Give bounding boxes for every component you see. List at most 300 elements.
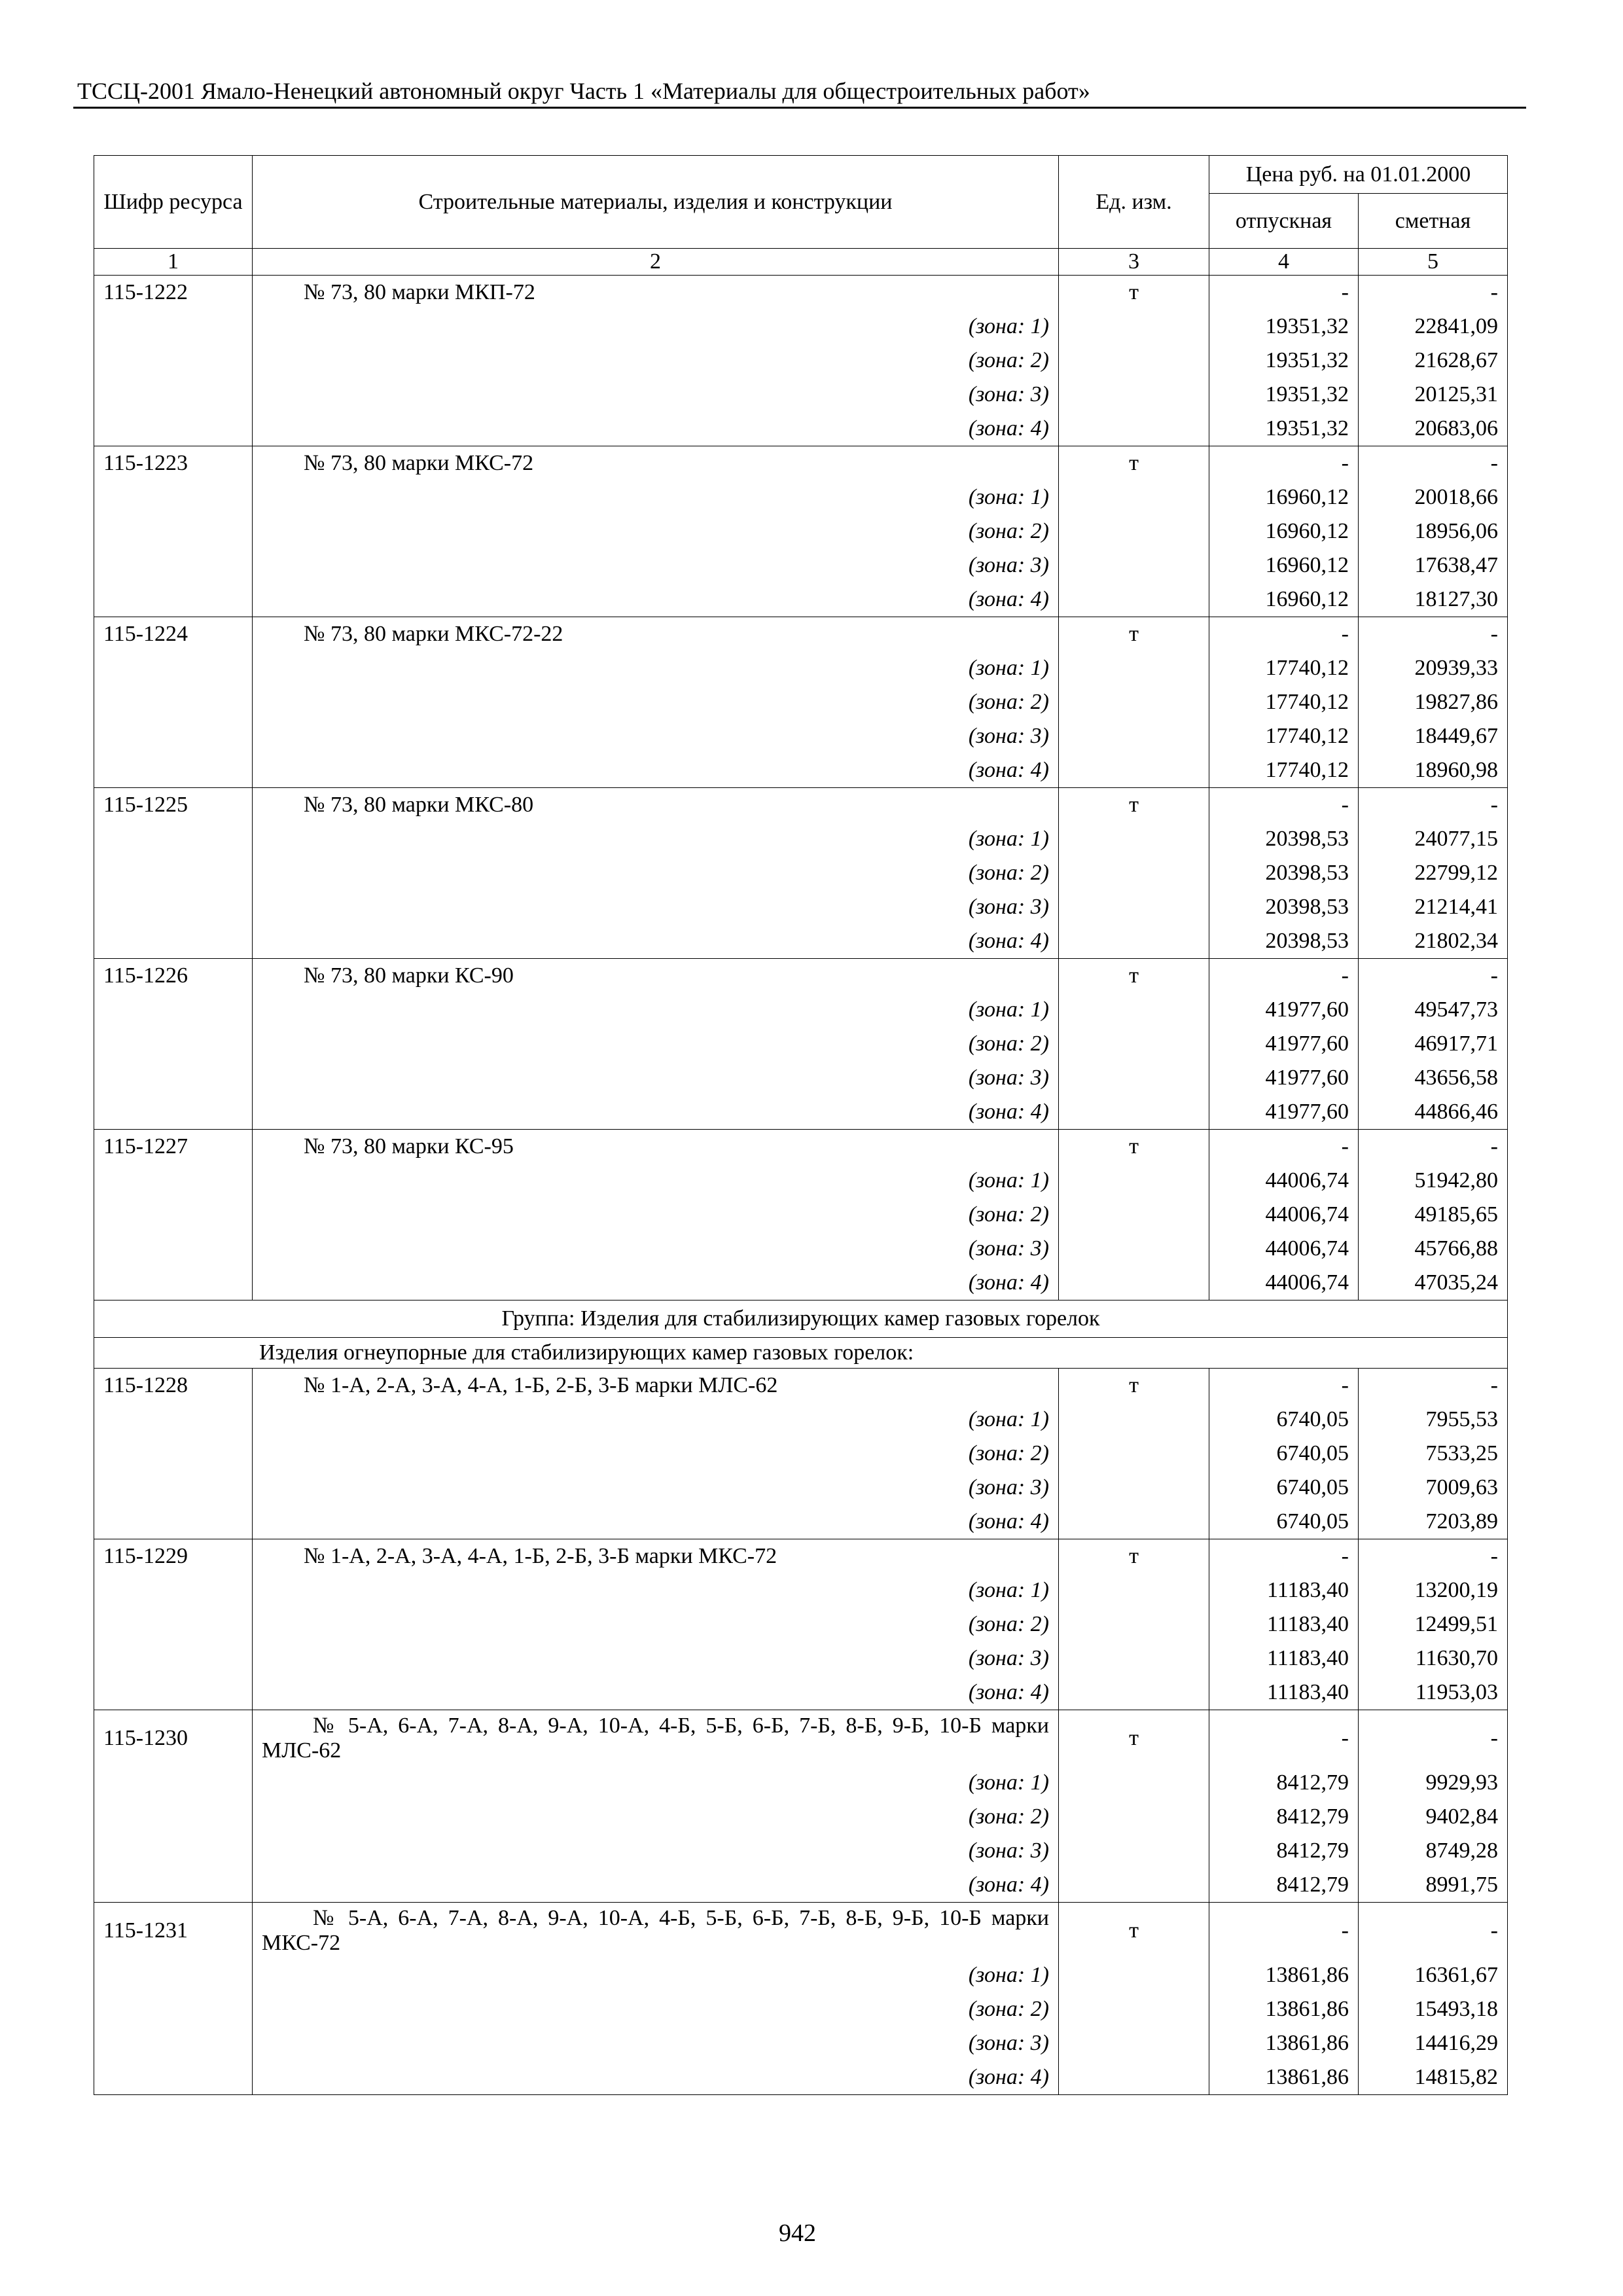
zone-row: [94, 2026, 1508, 2060]
release-price: 20398,53: [1209, 822, 1359, 856]
header-unit: Ед. изм.: [1059, 156, 1209, 249]
resource-code: 115-1226: [94, 959, 253, 994]
zone-label: (зона: 2): [253, 1198, 1059, 1232]
resource-code-empty: [94, 1403, 253, 1437]
estimate-price: 17638,47: [1359, 548, 1508, 583]
estimate-price: 20683,06: [1359, 412, 1508, 446]
table-row: [94, 1903, 1508, 1959]
unit-cell: т: [1059, 1369, 1209, 1403]
zone-label: (зона: 2): [253, 1607, 1059, 1641]
page-number: 942: [779, 2219, 816, 2247]
unit-empty: [1059, 1505, 1209, 1539]
zone-row: [94, 1471, 1508, 1505]
estimate-price: 20018,66: [1359, 480, 1508, 514]
resource-code-empty: [94, 2060, 253, 2095]
unit-empty: [1059, 412, 1209, 446]
resource-code: 115-1222: [94, 276, 253, 310]
unit-cell: т: [1059, 1130, 1209, 1164]
zone-label: (зона: 3): [253, 1232, 1059, 1266]
estimate-price: 18956,06: [1359, 514, 1508, 548]
zone-row: [94, 1198, 1508, 1232]
group-heading-row: [94, 1300, 1508, 1338]
release-price: 20398,53: [1209, 924, 1359, 959]
header-release-price: отпускная: [1209, 194, 1359, 249]
resource-code-empty: [94, 514, 253, 548]
resource-code: 115-1225: [94, 788, 253, 823]
material-name: № 73, 80 марки МКС-80: [253, 788, 1059, 823]
estimate-price: 49185,65: [1359, 1198, 1508, 1232]
zone-row: [94, 1958, 1508, 1992]
unit-empty: [1059, 310, 1209, 344]
estimate-price: 16361,67: [1359, 1958, 1508, 1992]
release-price: 41977,60: [1209, 993, 1359, 1027]
resource-code-empty: [94, 1437, 253, 1471]
release-price: -: [1209, 1130, 1359, 1164]
zone-label: (зона: 4): [253, 412, 1059, 446]
zone-label: (зона: 1): [253, 1958, 1059, 1992]
resource-code-empty: [94, 1471, 253, 1505]
page-header: ТССЦ-2001 Ямало-Ненецкий автономный округ Часть 1 «Материалы для общестроительных работ»: [77, 78, 1090, 104]
resource-code-empty: [94, 1800, 253, 1834]
zone-row: [94, 651, 1508, 685]
unit-empty: [1059, 1061, 1209, 1095]
release-price: 41977,60: [1209, 1027, 1359, 1061]
unit-empty: [1059, 1198, 1209, 1232]
resource-code: 115-1230: [94, 1710, 253, 1767]
zone-row: [94, 993, 1508, 1027]
release-price: 16960,12: [1209, 548, 1359, 583]
release-price: 19351,32: [1209, 378, 1359, 412]
estimate-price: 46917,71: [1359, 1027, 1508, 1061]
unit-cell: т: [1059, 1539, 1209, 1574]
release-price: 11183,40: [1209, 1607, 1359, 1641]
estimate-price: 18449,67: [1359, 719, 1508, 753]
zone-label: (зона: 4): [253, 2060, 1059, 2095]
estimate-price: 18960,98: [1359, 753, 1508, 788]
unit-cell: т: [1059, 1710, 1209, 1767]
release-price: 6740,05: [1209, 1437, 1359, 1471]
estimate-price: 9402,84: [1359, 1800, 1508, 1834]
estimate-price: 19827,86: [1359, 685, 1508, 719]
unit-empty: [1059, 378, 1209, 412]
material-name: № 1-А, 2-А, 3-А, 4-А, 1-Б, 2-Б, 3-Б марки МКС-72: [253, 1539, 1059, 1574]
unit-empty: [1059, 1164, 1209, 1198]
material-name: № 5-А, 6-А, 7-А, 8-А, 9-А, 10-А, 4-Б, 5-Б, 6-Б, 7-Б, 8-Б, 9-Б, 10-Б марки МКС-72: [253, 1903, 1059, 1959]
release-price: 8412,79: [1209, 1800, 1359, 1834]
zone-row: [94, 1266, 1508, 1300]
estimate-price: -: [1359, 959, 1508, 994]
release-price: -: [1209, 1369, 1359, 1403]
unit-empty: [1059, 480, 1209, 514]
unit-cell: т: [1059, 276, 1209, 310]
table-row: [94, 1130, 1508, 1164]
unit-empty: [1059, 753, 1209, 788]
zone-row: [94, 1403, 1508, 1437]
zone-row: [94, 1834, 1508, 1868]
table-row: [94, 276, 1508, 310]
unit-empty: [1059, 583, 1209, 617]
resource-code-empty: [94, 1958, 253, 1992]
column-number: 3: [1059, 249, 1209, 276]
table-row: [94, 1369, 1508, 1403]
group-heading: Группа: Изделия для стабилизирующих камер газовых горелок: [94, 1300, 1508, 1338]
release-price: 11183,40: [1209, 1676, 1359, 1710]
zone-label: (зона: 3): [253, 378, 1059, 412]
resource-code-empty: [94, 1164, 253, 1198]
zone-row: [94, 1766, 1508, 1800]
table-row: [94, 1539, 1508, 1574]
estimate-price: 22841,09: [1359, 310, 1508, 344]
zone-label: (зона: 2): [253, 1800, 1059, 1834]
zone-label: (зона: 2): [253, 685, 1059, 719]
unit-empty: [1059, 1437, 1209, 1471]
unit-cell: т: [1059, 788, 1209, 823]
estimate-price: -: [1359, 1710, 1508, 1767]
release-price: 6740,05: [1209, 1403, 1359, 1437]
estimate-price: 14416,29: [1359, 2026, 1508, 2060]
header-code: Шифр ресурса: [94, 156, 253, 249]
resource-code-empty: [94, 1641, 253, 1676]
table-row: [94, 959, 1508, 994]
release-price: 16960,12: [1209, 514, 1359, 548]
estimate-price: -: [1359, 1130, 1508, 1164]
release-price: 17740,12: [1209, 719, 1359, 753]
material-name: № 73, 80 марки КС-90: [253, 959, 1059, 994]
release-price: 16960,12: [1209, 583, 1359, 617]
release-price: 16960,12: [1209, 480, 1359, 514]
estimate-price: 45766,88: [1359, 1232, 1508, 1266]
zone-label: (зона: 1): [253, 480, 1059, 514]
release-price: -: [1209, 1539, 1359, 1574]
estimate-price: 51942,80: [1359, 1164, 1508, 1198]
resource-code-empty: [94, 651, 253, 685]
zone-label: (зона: 3): [253, 1834, 1059, 1868]
material-name: № 73, 80 марки МКП-72: [253, 276, 1059, 310]
unit-empty: [1059, 1868, 1209, 1903]
header-name: Строительные материалы, изделия и конструкции: [253, 156, 1059, 249]
zone-row: [94, 548, 1508, 583]
unit-empty: [1059, 1266, 1209, 1300]
zone-label: (зона: 3): [253, 548, 1059, 583]
zone-row: [94, 1992, 1508, 2026]
estimate-price: 7533,25: [1359, 1437, 1508, 1471]
zone-row: [94, 890, 1508, 924]
zone-row: [94, 1505, 1508, 1539]
unit-empty: [1059, 1641, 1209, 1676]
estimate-price: 8991,75: [1359, 1868, 1508, 1903]
estimate-price: 13200,19: [1359, 1573, 1508, 1607]
zone-label: (зона: 4): [253, 1095, 1059, 1130]
estimate-price: -: [1359, 446, 1508, 481]
resource-code-empty: [94, 1027, 253, 1061]
estimate-price: -: [1359, 1539, 1508, 1574]
zone-row: [94, 1800, 1508, 1834]
release-price: 41977,60: [1209, 1061, 1359, 1095]
unit-empty: [1059, 651, 1209, 685]
zone-row: [94, 480, 1508, 514]
zone-row: [94, 1095, 1508, 1130]
zone-label: (зона: 3): [253, 1061, 1059, 1095]
zone-row: [94, 1573, 1508, 1607]
unit-empty: [1059, 1676, 1209, 1710]
zone-label: (зона: 2): [253, 856, 1059, 890]
unit-empty: [1059, 890, 1209, 924]
estimate-price: 44866,46: [1359, 1095, 1508, 1130]
zone-label: (зона: 2): [253, 1992, 1059, 2026]
estimate-price: -: [1359, 1369, 1508, 1403]
zone-row: [94, 924, 1508, 959]
material-name: № 5-А, 6-А, 7-А, 8-А, 9-А, 10-А, 4-Б, 5-Б, 6-Б, 7-Б, 8-Б, 9-Б, 10-Б марки МЛС-62: [253, 1710, 1059, 1767]
zone-label: (зона: 3): [253, 719, 1059, 753]
estimate-price: -: [1359, 617, 1508, 652]
resource-code-empty: [94, 993, 253, 1027]
resource-code-empty: [94, 1766, 253, 1800]
resource-code-empty: [94, 583, 253, 617]
unit-empty: [1059, 1027, 1209, 1061]
release-price: 13861,86: [1209, 1958, 1359, 1992]
unit-cell: т: [1059, 1903, 1209, 1959]
unit-empty: [1059, 1800, 1209, 1834]
table-row: [94, 788, 1508, 823]
unit-empty: [1059, 1607, 1209, 1641]
estimate-price: 20939,33: [1359, 651, 1508, 685]
zone-row: [94, 378, 1508, 412]
resource-code-empty: [94, 1505, 253, 1539]
unit-empty: [1059, 993, 1209, 1027]
unit-empty: [1059, 685, 1209, 719]
unit-empty: [1059, 1403, 1209, 1437]
resource-code: 115-1227: [94, 1130, 253, 1164]
estimate-price: 15493,18: [1359, 1992, 1508, 2026]
table-row: [94, 1710, 1508, 1767]
zone-row: [94, 2060, 1508, 2095]
resource-code-empty: [94, 1607, 253, 1641]
zone-row: [94, 1641, 1508, 1676]
unit-empty: [1059, 719, 1209, 753]
resource-code: 115-1229: [94, 1539, 253, 1574]
release-price: 8412,79: [1209, 1766, 1359, 1800]
unit-empty: [1059, 1095, 1209, 1130]
resource-code-empty: [94, 412, 253, 446]
resource-code-empty: [94, 924, 253, 959]
release-price: -: [1209, 959, 1359, 994]
resource-code-empty: [94, 719, 253, 753]
zone-label: (зона: 3): [253, 1641, 1059, 1676]
table-row: [94, 446, 1508, 481]
estimate-price: -: [1359, 788, 1508, 823]
zone-label: (зона: 4): [253, 583, 1059, 617]
resource-code-empty: [94, 1992, 253, 2026]
resource-code-empty: [94, 1266, 253, 1300]
resource-code-empty: [94, 1868, 253, 1903]
unit-empty: [1059, 1573, 1209, 1607]
zone-row: [94, 1164, 1508, 1198]
header-price-group: Цена руб. на 01.01.2000: [1209, 156, 1508, 194]
estimate-price: 11630,70: [1359, 1641, 1508, 1676]
resource-code-empty: [94, 753, 253, 788]
resource-code-empty: [94, 548, 253, 583]
release-price: 19351,32: [1209, 310, 1359, 344]
zone-label: (зона: 1): [253, 1164, 1059, 1198]
zone-row: [94, 412, 1508, 446]
zone-label: (зона: 2): [253, 1027, 1059, 1061]
release-price: -: [1209, 446, 1359, 481]
release-price: 13861,86: [1209, 2060, 1359, 2095]
zone-label: (зона: 4): [253, 753, 1059, 788]
estimate-price: 20125,31: [1359, 378, 1508, 412]
estimate-price: 8749,28: [1359, 1834, 1508, 1868]
zone-row: [94, 344, 1508, 378]
resource-code-empty: [94, 310, 253, 344]
zone-label: (зона: 4): [253, 1266, 1059, 1300]
release-price: 41977,60: [1209, 1095, 1359, 1130]
release-price: 44006,74: [1209, 1198, 1359, 1232]
header-estimate-price: сметная: [1359, 194, 1508, 249]
zone-row: [94, 583, 1508, 617]
estimate-price: 22799,12: [1359, 856, 1508, 890]
zone-row: [94, 1027, 1508, 1061]
resource-code-empty: [94, 344, 253, 378]
zone-row: [94, 1676, 1508, 1710]
zone-row: [94, 1232, 1508, 1266]
release-price: 11183,40: [1209, 1573, 1359, 1607]
release-price: -: [1209, 276, 1359, 310]
zone-row: [94, 310, 1508, 344]
price-table: [94, 155, 1508, 2095]
release-price: -: [1209, 617, 1359, 652]
resource-code: 115-1231: [94, 1903, 253, 1959]
estimate-price: 21214,41: [1359, 890, 1508, 924]
release-price: -: [1209, 788, 1359, 823]
zone-row: [94, 822, 1508, 856]
release-price: 13861,86: [1209, 1992, 1359, 2026]
unit-empty: [1059, 514, 1209, 548]
material-name: № 73, 80 марки МКС-72-22: [253, 617, 1059, 652]
unit-empty: [1059, 548, 1209, 583]
zone-row: [94, 685, 1508, 719]
unit-empty: [1059, 1471, 1209, 1505]
column-number: 4: [1209, 249, 1359, 276]
zone-label: (зона: 4): [253, 924, 1059, 959]
material-name: № 1-А, 2-А, 3-А, 4-А, 1-Б, 2-Б, 3-Б марки МЛС-62: [253, 1369, 1059, 1403]
zone-label: (зона: 4): [253, 1676, 1059, 1710]
unit-empty: [1059, 1766, 1209, 1800]
unit-empty: [1059, 856, 1209, 890]
release-price: 17740,12: [1209, 753, 1359, 788]
zone-label: (зона: 1): [253, 310, 1059, 344]
unit-empty: [1059, 822, 1209, 856]
table-row: [94, 617, 1508, 652]
zone-row: [94, 1868, 1508, 1903]
material-name: № 73, 80 марки МКС-72: [253, 446, 1059, 481]
estimate-price: 7203,89: [1359, 1505, 1508, 1539]
zone-label: (зона: 2): [253, 1437, 1059, 1471]
zone-row: [94, 719, 1508, 753]
resource-code: 115-1228: [94, 1369, 253, 1403]
estimate-price: 18127,30: [1359, 583, 1508, 617]
release-price: 8412,79: [1209, 1868, 1359, 1903]
release-price: 6740,05: [1209, 1505, 1359, 1539]
release-price: 13861,86: [1209, 2026, 1359, 2060]
zone-label: (зона: 4): [253, 1505, 1059, 1539]
zone-label: (зона: 1): [253, 1403, 1059, 1437]
release-price: 11183,40: [1209, 1641, 1359, 1676]
zone-label: (зона: 1): [253, 651, 1059, 685]
estimate-price: 7955,53: [1359, 1403, 1508, 1437]
unit-empty: [1059, 924, 1209, 959]
estimate-price: 49547,73: [1359, 993, 1508, 1027]
resource-code-empty: [94, 685, 253, 719]
table-body: [94, 276, 1508, 2095]
resource-code-empty: [94, 1573, 253, 1607]
estimate-price: 12499,51: [1359, 1607, 1508, 1641]
unit-empty: [1059, 2026, 1209, 2060]
column-number: 1: [94, 249, 253, 276]
resource-code-empty: [94, 1095, 253, 1130]
resource-code: 115-1224: [94, 617, 253, 652]
estimate-price: -: [1359, 276, 1508, 310]
zone-row: [94, 1607, 1508, 1641]
estimate-price: -: [1359, 1903, 1508, 1959]
estimate-price: 7009,63: [1359, 1471, 1508, 1505]
release-price: -: [1209, 1710, 1359, 1767]
unit-empty: [1059, 1834, 1209, 1868]
resource-code-empty: [94, 2026, 253, 2060]
resource-code-empty: [94, 1834, 253, 1868]
subgroup-heading-row: [94, 1338, 1508, 1369]
material-name: № 73, 80 марки КС-95: [253, 1130, 1059, 1164]
zone-label: (зона: 3): [253, 1471, 1059, 1505]
subgroup-heading: Изделия огнеупорные для стабилизирующих камер газовых горелок:: [94, 1338, 1508, 1369]
estimate-price: 11953,03: [1359, 1676, 1508, 1710]
zone-row: [94, 1061, 1508, 1095]
zone-row: [94, 514, 1508, 548]
unit-empty: [1059, 2060, 1209, 2095]
resource-code-empty: [94, 378, 253, 412]
release-price: 19351,32: [1209, 344, 1359, 378]
zone-label: (зона: 3): [253, 2026, 1059, 2060]
unit-empty: [1059, 1958, 1209, 1992]
resource-code-empty: [94, 480, 253, 514]
resource-code-empty: [94, 1198, 253, 1232]
release-price: 6740,05: [1209, 1471, 1359, 1505]
header-rule: [73, 107, 1526, 109]
release-price: 19351,32: [1209, 412, 1359, 446]
zone-row: [94, 753, 1508, 788]
resource-code-empty: [94, 1232, 253, 1266]
column-number: 2: [253, 249, 1059, 276]
zone-label: (зона: 2): [253, 344, 1059, 378]
zone-label: (зона: 3): [253, 890, 1059, 924]
unit-empty: [1059, 344, 1209, 378]
release-price: 17740,12: [1209, 651, 1359, 685]
release-price: 20398,53: [1209, 856, 1359, 890]
unit-empty: [1059, 1232, 1209, 1266]
zone-label: (зона: 4): [253, 1868, 1059, 1903]
resource-code-empty: [94, 856, 253, 890]
unit-cell: т: [1059, 959, 1209, 994]
release-price: 44006,74: [1209, 1232, 1359, 1266]
release-price: -: [1209, 1903, 1359, 1959]
resource-code-empty: [94, 1676, 253, 1710]
zone-label: (зона: 2): [253, 514, 1059, 548]
release-price: 44006,74: [1209, 1164, 1359, 1198]
resource-code-empty: [94, 822, 253, 856]
zone-row: [94, 1437, 1508, 1471]
zone-label: (зона: 1): [253, 822, 1059, 856]
release-price: 20398,53: [1209, 890, 1359, 924]
unit-empty: [1059, 1992, 1209, 2026]
